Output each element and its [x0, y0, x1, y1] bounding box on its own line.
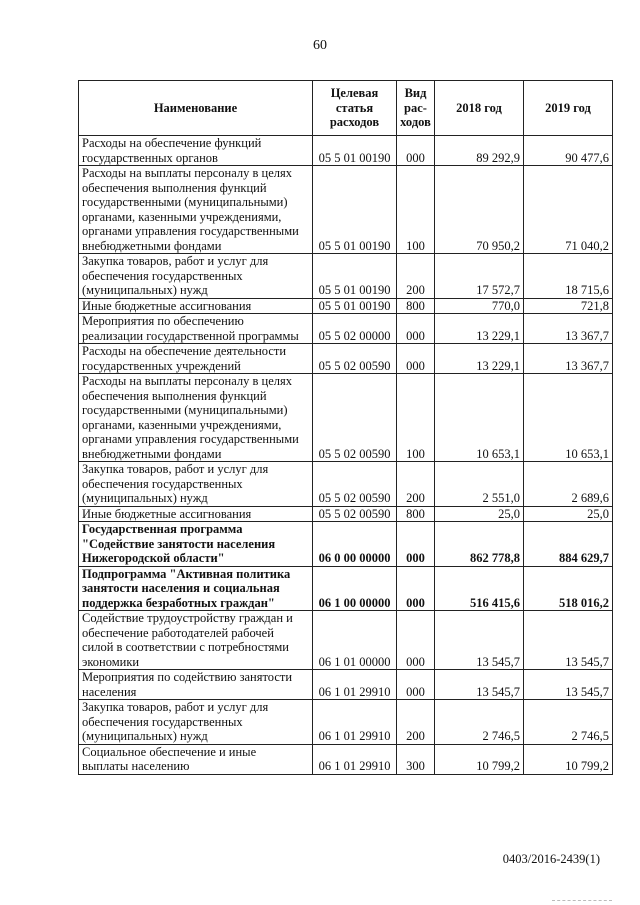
table-row [79, 566, 613, 611]
row-target-code: 05 5 02 00590 [313, 344, 397, 374]
row-value-2018: 516 415,6 [435, 566, 524, 611]
row-expense-kind: 100 [397, 374, 435, 462]
row-target-code: 06 1 01 00000 [313, 611, 397, 670]
table-row [79, 136, 613, 166]
row-name-line: Подпрограмма "Активная политика [82, 566, 291, 581]
row-value-2018: 13 545,7 [435, 670, 524, 700]
header-expense-kind [397, 81, 435, 136]
document-id: 0403/2016-2439(1) [502, 852, 600, 866]
row-expense-kind: 100 [397, 166, 435, 254]
row-name-line: государственных органов [82, 150, 218, 165]
row-name-line: государственными (муниципальными) [82, 403, 288, 417]
table-row [79, 462, 613, 507]
row-name-line: (муниципальных) нужд [82, 283, 208, 297]
row-value-2019: 13 545,7 [524, 611, 613, 670]
row-target-code: 05 5 02 00590 [313, 462, 397, 507]
row-name-line: органами управления государственными [82, 432, 299, 446]
scan-artifact-line [552, 900, 612, 901]
row-value-2019: 71 040,2 [524, 166, 613, 254]
table-row [79, 344, 613, 374]
row-value-2019: 518 016,2 [524, 566, 613, 611]
row-value-2019: 13 367,7 [524, 314, 613, 344]
row-name-line: экономики [82, 654, 140, 669]
row-value-2018: 13 545,7 [435, 611, 524, 670]
header-kind-line: Вид [404, 86, 427, 101]
table-row [79, 166, 613, 254]
row-name [79, 506, 313, 522]
table-row [79, 611, 613, 670]
row-name-line: Нижегородской области" [82, 551, 225, 565]
row-value-2019: 884 629,7 [524, 522, 613, 567]
row-target-code: 05 5 01 00190 [313, 136, 397, 166]
row-expense-kind: 000 [397, 566, 435, 611]
row-name-line: Иные бюджетные ассигнования [82, 506, 252, 521]
row-name [79, 700, 313, 745]
row-name-line: Расходы на выплаты персоналу в целях [82, 374, 292, 388]
row-expense-kind: 000 [397, 611, 435, 670]
row-value-2019: 13 367,7 [524, 344, 613, 374]
row-expense-kind: 200 [397, 462, 435, 507]
row-expense-kind: 000 [397, 136, 435, 166]
row-value-2019: 2 746,5 [524, 700, 613, 745]
row-name-line: населения [82, 684, 137, 699]
row-name-line: Закупка товаров, работ и услуг для [82, 700, 269, 714]
row-name-line: Расходы на выплаты персоналу в целях [82, 166, 292, 180]
header-kind-line: ходов [400, 115, 431, 130]
header-target-article [313, 81, 397, 136]
row-name [79, 314, 313, 344]
row-value-2019: 721,8 [524, 298, 613, 314]
row-expense-kind: 000 [397, 670, 435, 700]
row-value-2018: 89 292,9 [435, 136, 524, 166]
row-value-2019: 10 799,2 [524, 744, 613, 774]
row-name [79, 522, 313, 567]
row-value-2018: 10 799,2 [435, 744, 524, 774]
row-value-2018: 2 746,5 [435, 700, 524, 745]
row-target-code: 06 1 01 29910 [313, 700, 397, 745]
row-target-code: 05 5 01 00190 [313, 298, 397, 314]
row-target-code: 06 0 00 00000 [313, 522, 397, 567]
table-row [79, 670, 613, 700]
row-expense-kind: 300 [397, 744, 435, 774]
row-name-line: Мероприятия по обеспечению [82, 314, 244, 328]
row-name-line: (муниципальных) нужд [82, 491, 208, 505]
row-name-line: Государственная программа [82, 522, 243, 536]
table-body [79, 136, 613, 775]
row-name-line: обеспечения государственных [82, 476, 243, 491]
row-name [79, 670, 313, 700]
row-value-2019: 2 689,6 [524, 462, 613, 507]
header-target-line: Целевая [330, 86, 379, 101]
header-2019: 2019 год [524, 81, 613, 136]
table-row [79, 700, 613, 745]
row-expense-kind: 000 [397, 522, 435, 567]
table-row [79, 744, 613, 774]
page-number: 60 [313, 38, 327, 53]
row-value-2018: 2 551,0 [435, 462, 524, 507]
header-name: Наименование [79, 81, 313, 136]
row-name [79, 166, 313, 254]
row-name-line: органами управления государственными [82, 224, 299, 238]
header-target-line: статья [335, 100, 374, 115]
row-name-line: обеспечение работодателей рабочей [82, 625, 274, 640]
header-target-line: расходов [329, 115, 380, 130]
row-target-code: 06 1 01 29910 [313, 744, 397, 774]
row-name [79, 254, 313, 299]
row-name-line: Закупка товаров, работ и услуг для [82, 254, 269, 268]
table-row [79, 254, 613, 299]
row-name [79, 566, 313, 611]
row-name-line: "Содействие занятости населения [82, 536, 276, 551]
row-name-line: органами, казенными учреждениями, [82, 417, 282, 432]
row-name-line: поддержка безработных граждан" [82, 595, 275, 610]
row-name-line: реализации государственной программы [82, 328, 299, 343]
row-name-line: обеспечения выполнения функций [82, 388, 267, 403]
row-value-2019: 10 653,1 [524, 374, 613, 462]
row-name-line: обеспечения государственных [82, 714, 243, 729]
row-target-code: 05 5 02 00000 [313, 314, 397, 344]
row-name-line: Иные бюджетные ассигнования [82, 298, 252, 313]
row-name-line: внебюджетными фондами [82, 238, 222, 253]
row-expense-kind: 200 [397, 700, 435, 745]
table-row [79, 522, 613, 567]
row-name [79, 298, 313, 314]
row-name-line: Мероприятия по содействию занятости [82, 670, 293, 684]
row-name-line: Содействие трудоустройству граждан и [82, 611, 293, 625]
row-name-line: обеспечения государственных [82, 268, 243, 283]
table-header-row [79, 81, 613, 136]
row-name-line: обеспечения выполнения функций [82, 180, 267, 195]
row-expense-kind: 800 [397, 298, 435, 314]
row-expense-kind: 000 [397, 314, 435, 344]
row-name-line: силой в соответствии с потребностями [82, 640, 289, 654]
row-name-line: государственных учреждений [82, 358, 241, 373]
row-name [79, 136, 313, 166]
row-expense-kind: 200 [397, 254, 435, 299]
row-name-line: государственными (муниципальными) [82, 195, 288, 209]
row-name [79, 744, 313, 774]
table-row [79, 314, 613, 344]
row-name-line: Закупка товаров, работ и услуг для [82, 462, 269, 476]
row-name-line: Расходы на обеспечение деятельности [82, 344, 287, 358]
row-name-line: Социальное обеспечение и иные [82, 744, 257, 759]
row-target-code: 05 5 02 00590 [313, 506, 397, 522]
row-value-2018: 25,0 [435, 506, 524, 522]
row-value-2018: 17 572,7 [435, 254, 524, 299]
row-name-line: Расходы на обеспечение функций [82, 136, 262, 150]
header-kind-line: рас- [404, 100, 427, 115]
row-value-2019: 13 545,7 [524, 670, 613, 700]
table-row [79, 506, 613, 522]
header-2018: 2018 год [435, 81, 524, 136]
row-value-2018: 13 229,1 [435, 314, 524, 344]
row-name-line: выплаты населению [82, 759, 190, 773]
row-value-2018: 70 950,2 [435, 166, 524, 254]
row-value-2018: 13 229,1 [435, 344, 524, 374]
row-value-2019: 25,0 [524, 506, 613, 522]
row-target-code: 05 5 02 00590 [313, 374, 397, 462]
row-name-line: внебюджетными фондами [82, 446, 222, 461]
row-name-line: органами, казенными учреждениями, [82, 209, 282, 224]
row-name [79, 374, 313, 462]
row-name [79, 611, 313, 670]
row-name [79, 344, 313, 374]
row-name-line: (муниципальных) нужд [82, 729, 208, 743]
row-target-code: 05 5 01 00190 [313, 254, 397, 299]
row-value-2019: 18 715,6 [524, 254, 613, 299]
budget-table [78, 80, 613, 775]
row-name [79, 462, 313, 507]
row-value-2018: 862 778,8 [435, 522, 524, 567]
row-target-code: 06 1 00 00000 [313, 566, 397, 611]
table-row [79, 298, 613, 314]
row-expense-kind: 000 [397, 344, 435, 374]
row-target-code: 05 5 01 00190 [313, 166, 397, 254]
row-expense-kind: 800 [397, 506, 435, 522]
row-value-2019: 90 477,6 [524, 136, 613, 166]
row-target-code: 06 1 01 29910 [313, 670, 397, 700]
row-name-line: занятости населения и социальная [82, 581, 280, 595]
row-value-2018: 10 653,1 [435, 374, 524, 462]
table-row [79, 374, 613, 462]
row-value-2018: 770,0 [435, 298, 524, 314]
